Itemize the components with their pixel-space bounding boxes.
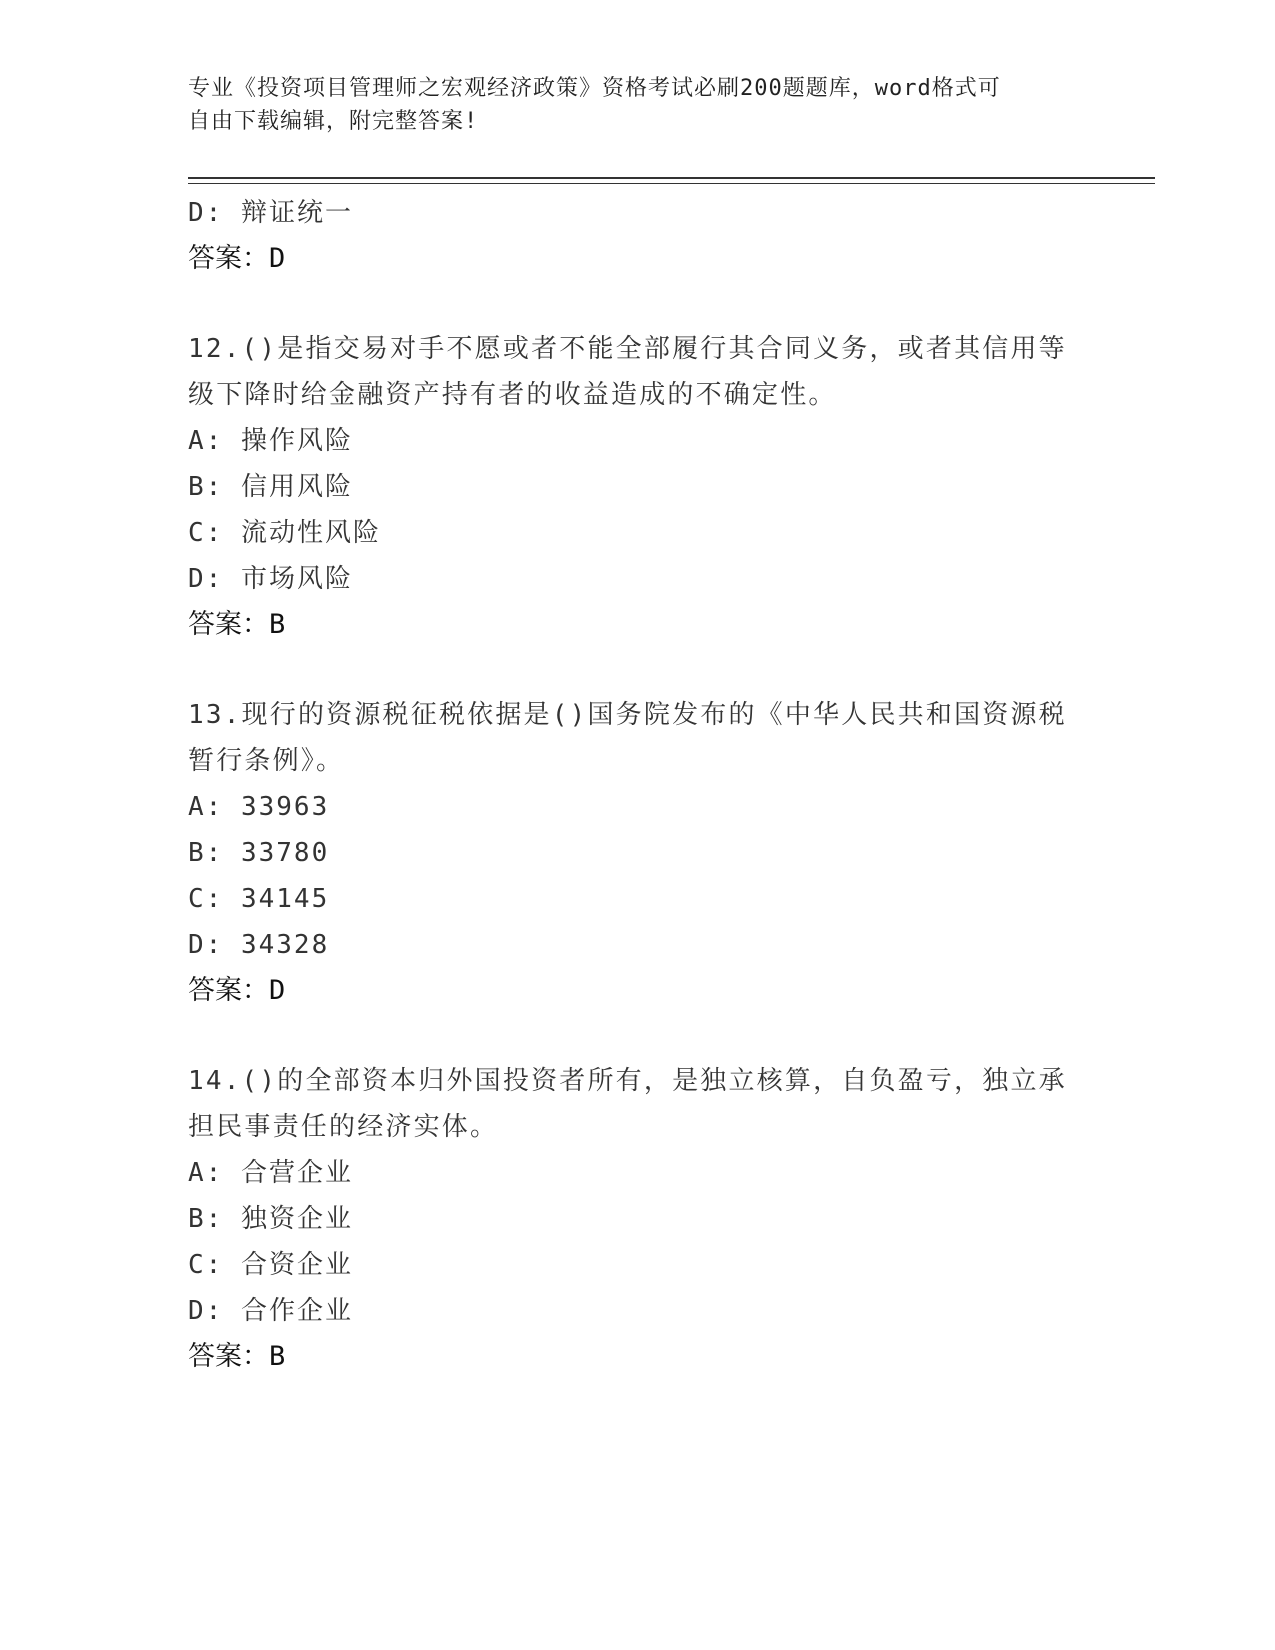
header-divider-thin [188, 183, 1155, 184]
answer-line: 答案：D [188, 975, 286, 1006]
option-d: D: 34328 [188, 930, 330, 960]
option-d: D: 辩证统一 [188, 198, 353, 228]
option-a: A: 操作风险 [188, 426, 353, 456]
question-line-2: 级下降时给金融资产持有者的收益造成的不确定性。 [188, 380, 837, 410]
question-line-1: 14.()的全部资本归外国投资者所有，是独立核算，自负盈亏，独立承 [188, 1066, 1067, 1096]
previous-question-tail [188, 190, 1088, 282]
option-a: A: 合营企业 [188, 1158, 353, 1188]
header-divider-thick [188, 177, 1155, 179]
option-d: D: 合作企业 [188, 1296, 353, 1326]
question-text [188, 326, 1088, 418]
option-c: C: 合资企业 [188, 1250, 353, 1280]
option-a: A: 33963 [188, 792, 330, 822]
question-13 [188, 692, 1088, 1014]
question-line-2: 暂行条例》。 [188, 746, 345, 776]
option-b: B: 信用风险 [188, 472, 353, 502]
option-b: B: 33780 [188, 838, 330, 868]
page-header [188, 72, 1088, 138]
answer-line: 答案：B [188, 609, 286, 640]
header-line-1: 专业《投资项目管理师之宏观经济政策》资格考试必刷200题题库，word格式可 [188, 76, 1001, 101]
header-line-2: 自由下载编辑，附完整答案! [188, 109, 479, 134]
option-d: D: 市场风险 [188, 564, 353, 594]
question-14 [188, 1058, 1088, 1380]
question-line-2: 担民事责任的经济实体。 [188, 1112, 499, 1142]
question-12 [188, 326, 1088, 648]
question-content [188, 190, 1088, 1380]
question-text [188, 1058, 1088, 1150]
question-line-1: 13.现行的资源税征税依据是()国务院发布的《中华人民共和国资源税 [188, 700, 1067, 730]
option-c: C: 34145 [188, 884, 330, 914]
question-line-1: 12.()是指交易对手不愿或者不能全部履行其合同义务，或者其信用等 [188, 334, 1067, 364]
option-c: C: 流动性风险 [188, 518, 381, 548]
answer-line: 答案：B [188, 1341, 286, 1372]
option-b: B: 独资企业 [188, 1204, 353, 1234]
question-text [188, 692, 1088, 784]
answer-line: 答案：D [188, 243, 286, 274]
